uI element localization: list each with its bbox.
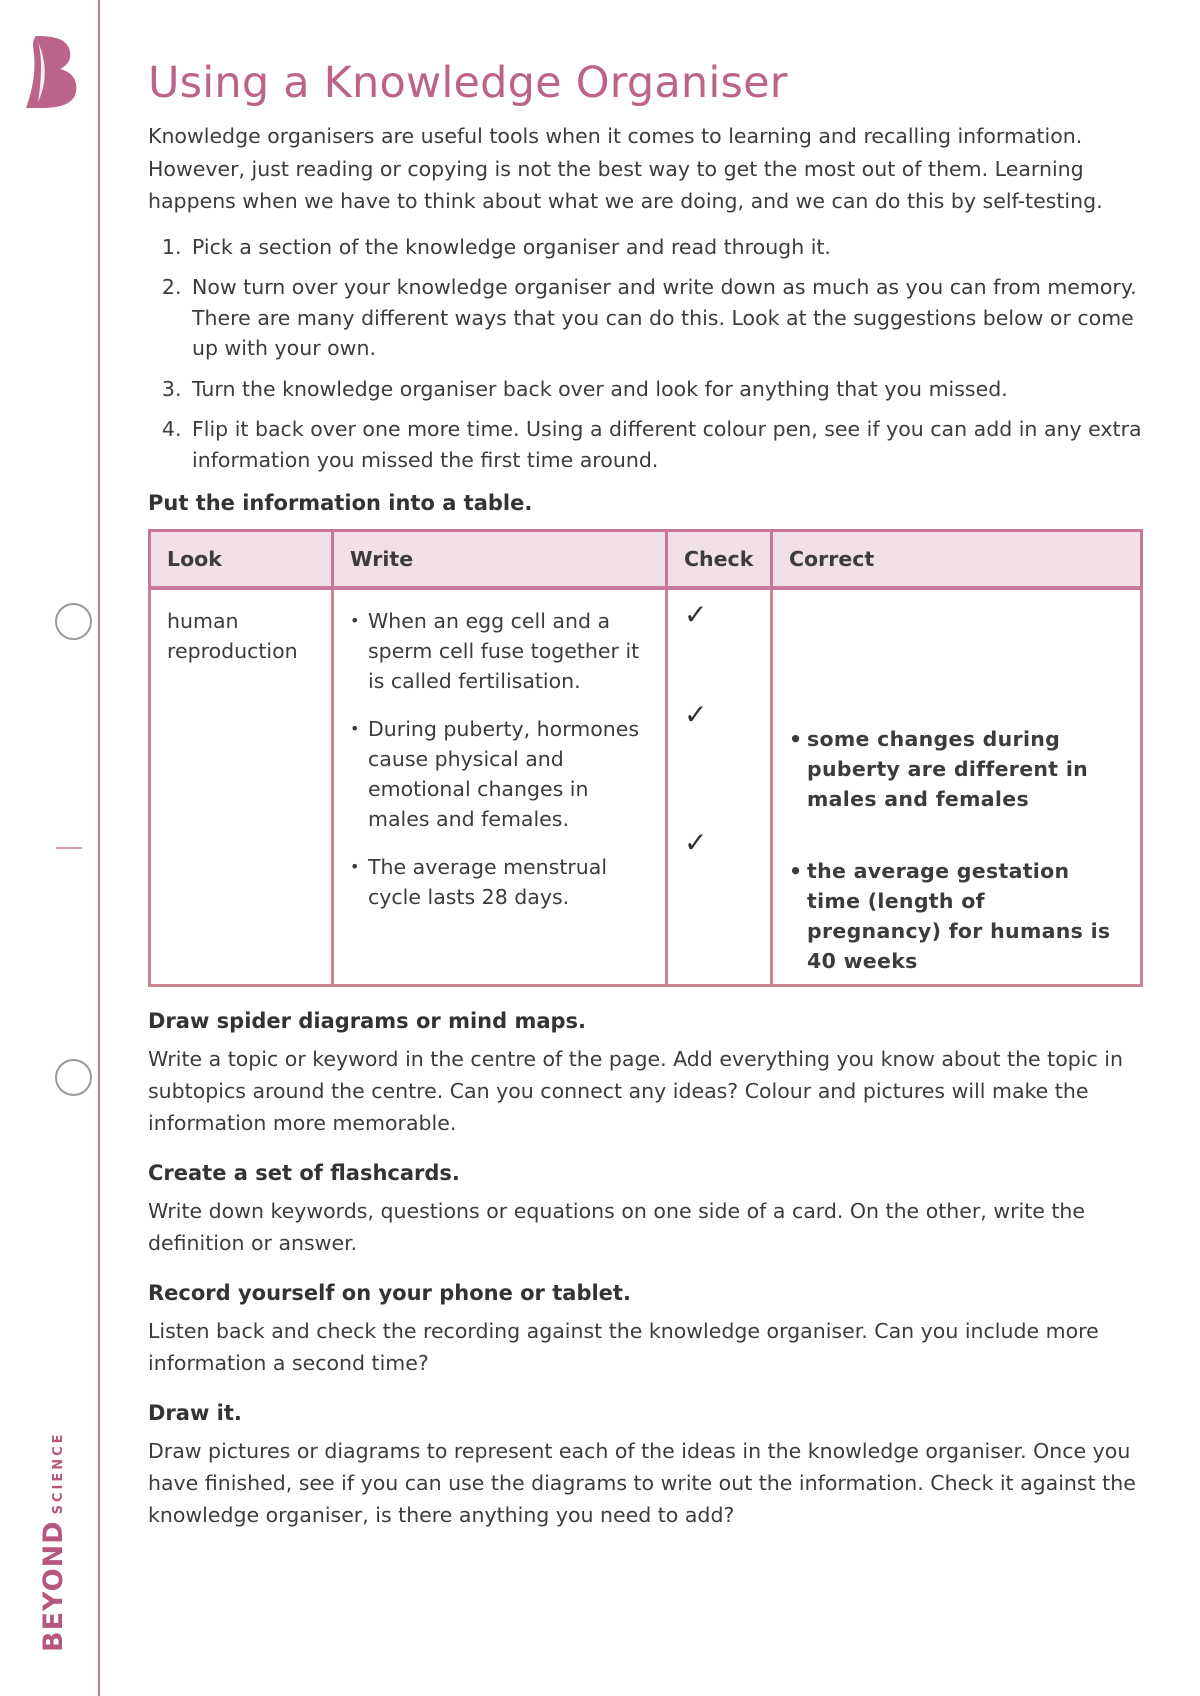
header-look: Look (150, 531, 333, 589)
brand-word-science: SCIENCE (51, 1431, 66, 1515)
write-item: • During puberty, hormones cause physical and emotional changes in males and females. (350, 714, 649, 834)
punch-hole (55, 603, 92, 640)
header-write: Write (333, 531, 667, 589)
intro-paragraph: Knowledge organisers are useful tools when it comes to learning and recalling information. However, just reading or copying is not the best way to get the most out of them. Learning happens when we have to think about what we are doing, and we can do this by self-testing. (148, 124, 1103, 213)
correct-cell (772, 588, 1142, 986)
step-item: 4. Flip it back over one more time. Using a different colour pen, see if you can add in any extra information you missed the first time around. (188, 414, 1143, 475)
section-text: Listen back and check the recording against the knowledge organiser. Can you include more information a second time? (148, 1319, 1099, 1375)
look-write-check-table (148, 529, 1143, 987)
beyond-logo-icon (22, 32, 84, 110)
section-text: Draw pictures or diagrams to represent each of the ideas in the knowledge organiser. Once you have finished, see if you can use the diagrams to write out the information. Check it against the knowledge organiser, is there anything you need to add? (148, 1439, 1136, 1527)
margin-line (98, 0, 100, 1696)
write-item: • The average menstrual cycle lasts 28 days. (350, 852, 649, 912)
section-text: Write down keywords, questions or equations on one side of a card. On the other, write the definition or answer. (148, 1199, 1086, 1255)
section-heading: Draw spider diagrams or mind maps. (148, 1009, 587, 1033)
steps-list (148, 232, 1143, 476)
check-cell (667, 588, 772, 986)
write-item: • When an egg cell and a sperm cell fuse together it is called fertilisation. (350, 606, 649, 696)
fold-mark (56, 847, 82, 849)
checkmark-icon: ✓ (684, 598, 708, 631)
look-text: human reproduction (167, 609, 298, 663)
page-content (148, 58, 1143, 1531)
checkmark-icon: ✓ (684, 826, 708, 859)
header-check: Check (667, 531, 772, 589)
step-item: 2. Now turn over your knowledge organiser and write down as much as you can from memory. There are many different ways that you can do this. Look at the suggestions below or come up with your own. (188, 272, 1143, 364)
header-correct: Correct (772, 531, 1142, 589)
checkmark-icon: ✓ (684, 698, 708, 731)
brand-wordmark (38, 1432, 69, 1653)
step-item: 1. Pick a section of the knowledge organiser and read through it. (188, 232, 1143, 263)
table-row (150, 588, 1142, 986)
section-heading: Draw it. (148, 1401, 242, 1425)
page-title: Using a Knowledge Organiser (148, 58, 788, 108)
correct-item: • some changes during puberty are different in males and females (789, 724, 1124, 814)
write-cell (333, 588, 667, 986)
section-heading: Create a set of flashcards. (148, 1161, 460, 1185)
correct-item: • the average gestation time (length of pregnancy) for humans is 40 weeks (789, 856, 1124, 976)
table-header-row (150, 531, 1142, 589)
step-item: 3. Turn the knowledge organiser back over and look for anything that you missed. (188, 374, 1143, 405)
brand-word-beyond: BEYOND (38, 1520, 69, 1652)
section-heading: Record yourself on your phone or tablet. (148, 1281, 631, 1305)
punch-hole (55, 1059, 92, 1096)
table-heading: Put the information into a table. (148, 491, 533, 515)
look-cell (150, 588, 333, 986)
section-text: Write a topic or keyword in the centre of the page. Add everything you know about the topic in subtopics around the centre. Can you connect any ideas? Colour and pictures will make the information more memorable. (148, 1047, 1123, 1135)
